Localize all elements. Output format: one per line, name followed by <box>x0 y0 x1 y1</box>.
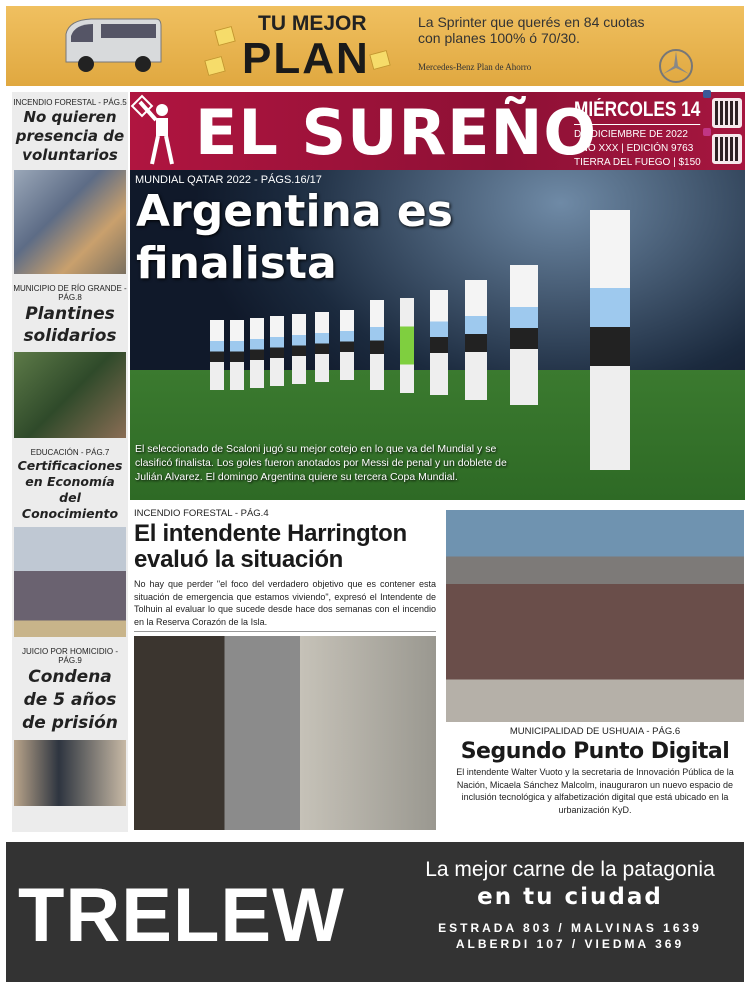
sidebar-story[interactable] <box>12 641 128 806</box>
cube-icon <box>204 56 226 76</box>
instagram-qr-code[interactable] <box>712 134 742 164</box>
sidebar-kicker: INCENDIO FORESTAL - PÁG.5 <box>13 98 127 107</box>
inauguration-photo <box>446 510 744 722</box>
article-headline[interactable]: Segundo Punto Digital <box>460 739 730 764</box>
ad-brand: Mercedes-Benz Plan de Ahorro <box>418 62 532 72</box>
ad-address: ALBERDI 107 / VIEDMA 369 <box>455 937 685 951</box>
courtroom-photo <box>14 740 126 806</box>
article-summary: El intendente Walter Vuoto y la secretaria de Innovación Pública de la Nación, Micaela Sánchez Malcolm, inauguraron un nuevo espacio de inclusión tecnológica y alfabetización digital que está ubicado en la urbanización KyD. <box>456 767 734 815</box>
helicopter-photo <box>134 636 436 830</box>
ad-copy-line: La Sprinter que querés en 84 cuotas <box>418 14 645 30</box>
ad-brand-trelew: TRELEW <box>18 873 345 958</box>
ad-copy <box>418 14 645 46</box>
cube-icon <box>214 26 236 46</box>
lead-summary: El seleccionado de Scaloni jugó su mejor cotejo en lo que va del Mundial y se clasificó finalista. Los goles fueron anotados por Messi de penal y un doblete de Julián Alvarez. El domingo Argentina quiere su tercera Copa Mundial. <box>135 443 507 483</box>
ad-address: ESTRADA 803 / MALVINAS 1639 <box>438 921 702 935</box>
instagram-icon[interactable] <box>703 128 711 136</box>
meeting-photo <box>14 170 126 274</box>
newspaper-logo[interactable]: EL SUREÑO <box>195 96 598 169</box>
article-headline[interactable]: El intendente Harrington evaluó la situación <box>134 520 407 573</box>
sidebar-story[interactable] <box>12 442 128 637</box>
sidebar-title[interactable]: No quieren presencia de voluntarios <box>15 108 125 164</box>
issue-date: DE DICIEMBRE DE 2022 <box>574 129 688 140</box>
facebook-icon[interactable] <box>703 90 711 98</box>
ad-headline-small: TU MEJOR <box>258 12 367 35</box>
facebook-qr-code[interactable] <box>712 98 742 128</box>
sidebar-title[interactable]: Certificaciones en Economía del Conocimiento <box>17 458 123 521</box>
sidebar <box>12 92 128 832</box>
ad-copy <box>420 858 720 952</box>
article-punto-digital[interactable] <box>446 726 744 816</box>
issue-edition: AÑO XXX | EDICIÓN 9763 <box>574 143 694 154</box>
ad-copy-line: con planes 100% ó 70/30. <box>418 30 580 46</box>
sidebar-kicker: JUICIO POR HOMICIDIO - PÁG.9 <box>22 647 118 665</box>
van-image <box>61 14 166 76</box>
sidebar-story[interactable] <box>12 92 128 274</box>
group-photo <box>14 527 126 637</box>
article-harrington[interactable] <box>134 508 436 830</box>
sidebar-kicker: EDUCACIÓN - PÁG.7 <box>30 448 110 457</box>
ad-line: en tu ciudad <box>477 884 663 910</box>
sidebar-title[interactable]: Condena de 5 años de prisión <box>22 667 118 733</box>
issue-place-price: TIERRA DEL FUEGO | $150 <box>574 157 701 168</box>
lead-story-photo[interactable] <box>130 170 745 500</box>
sidebar-title[interactable]: Plantines solidarios <box>23 304 117 346</box>
sidebar-story[interactable] <box>12 278 128 438</box>
lead-headline[interactable]: Argentina es finalista <box>136 186 453 289</box>
article-kicker: MUNICIPALIDAD DE USHUAIA - PÁG.6 <box>509 726 681 737</box>
lead-kicker: MUNDIAL QATAR 2022 - PÁGS.16/17 <box>135 174 322 186</box>
article-kicker: INCENDIO FORESTAL - PÁG.4 <box>134 508 269 519</box>
article-summary: No hay que perder "el foco del verdadero objetivo que es contener esta situación de emergencia que estamos viviendo", expresó el Intendente de Tolhuin al evaluar lo que sucede desde hace dos semanas con el incendio en la Reserva Corazón de la Isla. <box>134 578 436 632</box>
cube-icon <box>369 50 391 70</box>
ad-line: La mejor carne de la patagonia <box>425 858 715 881</box>
sidebar-kicker: MUNICIPIO DE RÍO GRANDE - PÁG.8 <box>13 284 127 302</box>
top-advertisement[interactable] <box>6 6 744 86</box>
plants-photo <box>14 352 126 438</box>
issue-day: MIÉRCOLES 14 <box>574 98 700 125</box>
ad-headline-big: PLAN <box>242 34 370 83</box>
mercedes-logo-icon <box>658 48 694 84</box>
issue-info <box>574 98 706 170</box>
